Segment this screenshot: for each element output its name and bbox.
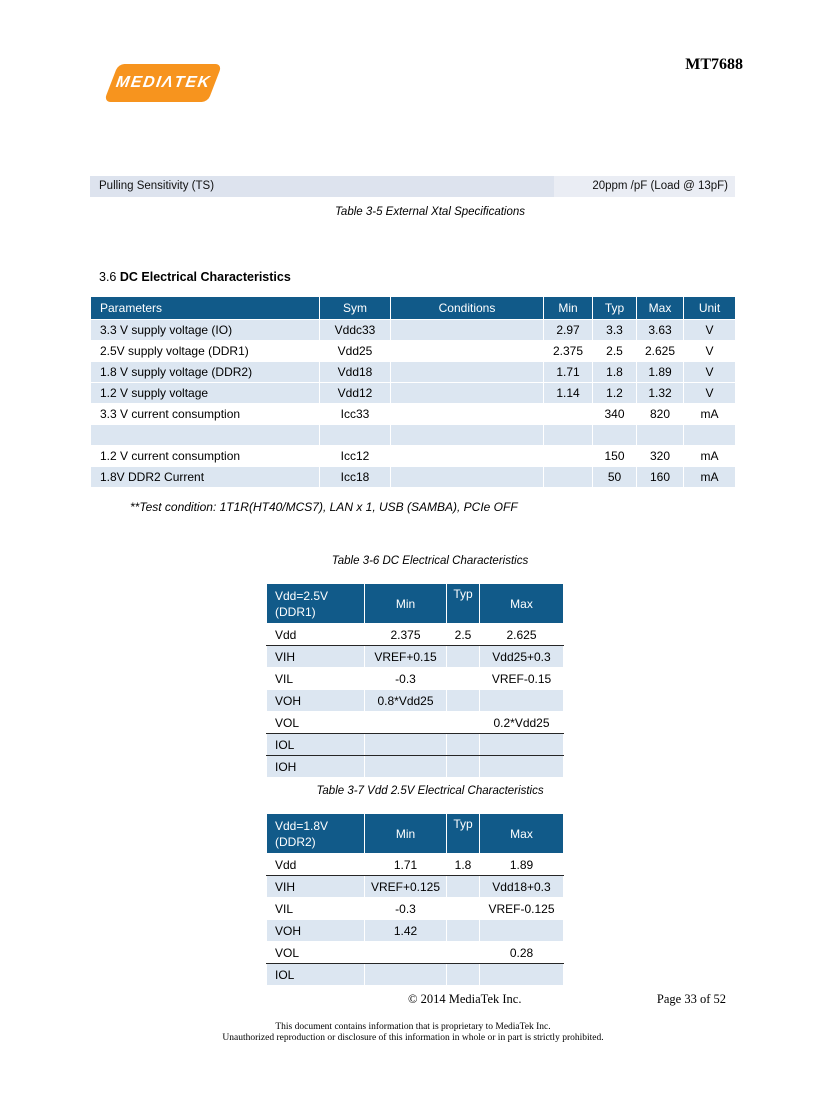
table-cell xyxy=(365,734,447,756)
header-row xyxy=(267,814,564,854)
header-row xyxy=(91,297,736,320)
table-cell: Vdd18 xyxy=(320,362,391,383)
table-cell xyxy=(391,362,544,383)
table-cell xyxy=(480,920,564,942)
table-cell: 150 xyxy=(593,446,637,467)
table-title-cell: Vdd=2.5V (DDR1) xyxy=(267,584,365,624)
footer-page-number: Page 33 of 52 xyxy=(656,992,726,1006)
table-row xyxy=(91,404,736,425)
table-cell: 3.3 xyxy=(593,320,637,341)
table-cell xyxy=(391,467,544,488)
table-cell: mA xyxy=(684,467,736,488)
column-header-typ: Typ xyxy=(593,297,637,320)
table-cell: VOL xyxy=(267,942,365,964)
table-cell xyxy=(91,425,320,446)
table-cell: VIL xyxy=(267,898,365,920)
footer-copyright: © 2014 MediaTek Inc. xyxy=(408,992,522,1006)
table-cell xyxy=(447,876,480,898)
column-header-min: Min xyxy=(365,584,447,624)
table-cell: 1.8V DDR2 Current xyxy=(91,467,320,488)
table-cell: -0.3 xyxy=(365,898,447,920)
table-cell: 820 xyxy=(637,404,684,425)
table-cell xyxy=(684,425,736,446)
column-header-min: Min xyxy=(365,814,447,854)
table-row xyxy=(267,690,564,712)
caption-table-3-6: Table 3-6 DC Electrical Characteristics xyxy=(331,555,529,567)
table-row xyxy=(267,712,564,734)
table-cell: 1.2 V supply voltage xyxy=(91,383,320,404)
table-cell: 2.97 xyxy=(544,320,593,341)
table-row xyxy=(267,876,564,898)
table-cell xyxy=(593,425,637,446)
table-cell xyxy=(447,920,480,942)
table-cell: IOH xyxy=(267,756,365,778)
section-number: 3.6 xyxy=(99,270,117,284)
table-cell: Vdd18+0.3 xyxy=(480,876,564,898)
table-cell: 1.8 xyxy=(447,854,480,876)
table-cell xyxy=(391,425,544,446)
table-cell xyxy=(447,964,480,986)
table-row xyxy=(91,383,736,404)
table-row xyxy=(91,467,736,488)
column-header-max: Max xyxy=(637,297,684,320)
mediatek-logo xyxy=(104,64,223,102)
column-header-conditions: Conditions xyxy=(391,297,544,320)
table-cell xyxy=(447,712,480,734)
table-row xyxy=(91,320,736,341)
column-header-parameters: Parameters xyxy=(91,297,320,320)
xtal-spec-row xyxy=(90,176,735,197)
table-cell: 0.28 xyxy=(480,942,564,964)
table-cell xyxy=(391,383,544,404)
table-cell xyxy=(391,320,544,341)
table-cell: 2.375 xyxy=(365,624,447,646)
table-cell: 160 xyxy=(637,467,684,488)
table-cell: Vdd25+0.3 xyxy=(480,646,564,668)
legal-line-1: This document contains information that is proprietary to MediaTek Inc. xyxy=(275,1022,551,1032)
table-cell: VIL xyxy=(267,668,365,690)
mediatek-logo-text: MEDIΛTEK xyxy=(114,74,212,91)
table-cell xyxy=(447,734,480,756)
table-cell: 340 xyxy=(593,404,637,425)
xtal-spec-label: Pulling Sensitivity (TS) xyxy=(90,176,554,197)
table-cell: IOL xyxy=(267,964,365,986)
table-cell: Vdd xyxy=(267,624,365,646)
table-cell xyxy=(365,756,447,778)
section-title: DC Electrical Characteristics xyxy=(119,270,291,284)
column-header-sym: Sym xyxy=(320,297,391,320)
table-row xyxy=(267,624,564,646)
table-cell: Icc12 xyxy=(320,446,391,467)
dc-characteristics-table xyxy=(90,296,736,488)
table-row xyxy=(267,942,564,964)
table-cell: Vdd xyxy=(267,854,365,876)
table-cell xyxy=(320,425,391,446)
table-cell xyxy=(637,425,684,446)
table-cell xyxy=(447,942,480,964)
table-cell xyxy=(544,425,593,446)
table-cell: 0.8*Vdd25 xyxy=(365,690,447,712)
table-row xyxy=(267,898,564,920)
caption-table-3-5: Table 3-5 External Xtal Specifications xyxy=(334,206,526,218)
table-cell xyxy=(480,734,564,756)
vdd-2v5-table xyxy=(266,583,564,778)
table-row xyxy=(267,646,564,668)
table-cell xyxy=(365,964,447,986)
table-cell: 320 xyxy=(637,446,684,467)
table-cell xyxy=(391,446,544,467)
table-cell: VREF-0.125 xyxy=(480,898,564,920)
table-row xyxy=(267,668,564,690)
table-row xyxy=(267,920,564,942)
table-cell xyxy=(544,467,593,488)
column-header-typ: Typ xyxy=(447,814,480,854)
table-cell xyxy=(544,446,593,467)
table-cell: 1.2 xyxy=(593,383,637,404)
table-cell xyxy=(365,942,447,964)
table-cell: 1.8 V supply voltage (DDR2) xyxy=(91,362,320,383)
table-cell: 1.71 xyxy=(544,362,593,383)
legal-line-2: Unauthorized reproduction or disclosure of this information in whole or in part is strictly prohibited. xyxy=(222,1033,604,1043)
table-cell: VREF+0.15 xyxy=(365,646,447,668)
document-number: MT7688 xyxy=(685,56,743,73)
table-cell: 1.14 xyxy=(544,383,593,404)
column-header-unit: Unit xyxy=(684,297,736,320)
table-cell: VIH xyxy=(267,876,365,898)
table-row xyxy=(267,734,564,756)
table-cell xyxy=(480,690,564,712)
table-cell xyxy=(447,756,480,778)
table-cell: VOL xyxy=(267,712,365,734)
table-cell: 3.63 xyxy=(637,320,684,341)
table-cell: 1.2 V current consumption xyxy=(91,446,320,467)
table-cell: VREF+0.125 xyxy=(365,876,447,898)
table-cell: 1.42 xyxy=(365,920,447,942)
table-cell xyxy=(365,712,447,734)
test-condition-note: **Test condition: 1T1R(HT40/MCS7), LAN x 1, USB (SAMBA), PCIe OFF xyxy=(130,500,518,514)
table-cell: 1.89 xyxy=(637,362,684,383)
table-cell xyxy=(447,646,480,668)
table-cell: mA xyxy=(684,404,736,425)
table-cell: VIH xyxy=(267,646,365,668)
table-cell xyxy=(391,404,544,425)
table-cell: V xyxy=(684,362,736,383)
table-cell: 3.3 V current consumption xyxy=(91,404,320,425)
table-row xyxy=(91,425,736,446)
section-heading xyxy=(99,270,291,284)
table-cell: Icc33 xyxy=(320,404,391,425)
table-cell: V xyxy=(684,341,736,362)
table-row xyxy=(267,756,564,778)
table-cell: 1.89 xyxy=(480,854,564,876)
table-row xyxy=(267,854,564,876)
vdd-1v8-table xyxy=(266,813,564,986)
table-cell xyxy=(391,341,544,362)
table-cell: V xyxy=(684,383,736,404)
table-cell: 2.625 xyxy=(637,341,684,362)
table-row xyxy=(91,341,736,362)
table-cell: 1.8 xyxy=(593,362,637,383)
table-cell xyxy=(447,668,480,690)
column-header-max: Max xyxy=(480,584,564,624)
table-cell xyxy=(544,404,593,425)
table-cell: -0.3 xyxy=(365,668,447,690)
table-cell: VOH xyxy=(267,920,365,942)
table-cell: 1.71 xyxy=(365,854,447,876)
table-cell: 50 xyxy=(593,467,637,488)
table-cell: VOH xyxy=(267,690,365,712)
table-cell: Vdd25 xyxy=(320,341,391,362)
table-cell: 2.5V supply voltage (DDR1) xyxy=(91,341,320,362)
table-cell: 3.3 V supply voltage (IO) xyxy=(91,320,320,341)
table-row xyxy=(267,964,564,986)
table-cell: 2.5 xyxy=(447,624,480,646)
column-header-max: Max xyxy=(480,814,564,854)
table-cell: Vddc33 xyxy=(320,320,391,341)
table-cell xyxy=(447,690,480,712)
column-header-typ: Typ xyxy=(447,584,480,624)
table-cell: mA xyxy=(684,446,736,467)
table-cell xyxy=(480,964,564,986)
table-cell: Icc18 xyxy=(320,467,391,488)
table-cell: Vdd12 xyxy=(320,383,391,404)
header-row xyxy=(267,584,564,624)
table-cell: 2.625 xyxy=(480,624,564,646)
table-row xyxy=(91,362,736,383)
table-cell: 0.2*Vdd25 xyxy=(480,712,564,734)
table-cell: 2.5 xyxy=(593,341,637,362)
caption-table-3-7: Table 3-7 Vdd 2.5V Electrical Characteristics xyxy=(316,785,544,797)
table-row xyxy=(91,446,736,467)
table-cell: VREF-0.15 xyxy=(480,668,564,690)
table-cell: V xyxy=(684,320,736,341)
table-cell: IOL xyxy=(267,734,365,756)
table-cell: 1.32 xyxy=(637,383,684,404)
xtal-spec-value: 20ppm /pF (Load @ 13pF) xyxy=(554,176,735,197)
table-cell xyxy=(480,756,564,778)
table-cell xyxy=(447,898,480,920)
table-title-cell: Vdd=1.8V (DDR2) xyxy=(267,814,365,854)
table-cell: 2.375 xyxy=(544,341,593,362)
column-header-min: Min xyxy=(544,297,593,320)
